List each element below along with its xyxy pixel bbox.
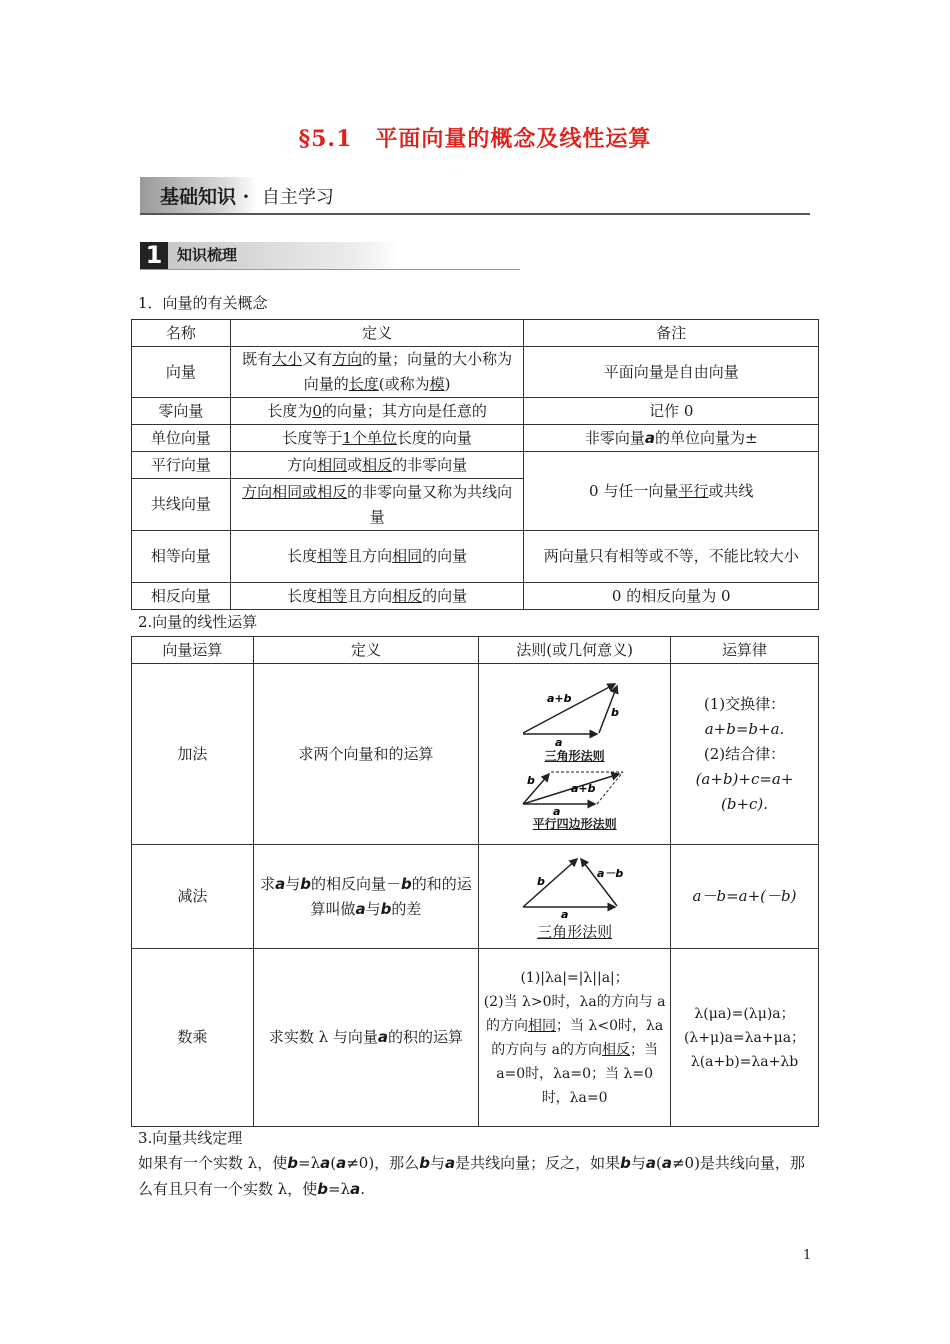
- header-operation: 向量运算: [132, 637, 254, 664]
- row-name: 单位向量: [132, 425, 231, 452]
- header-rule: 法则(或几何意义): [479, 637, 671, 664]
- op-law: λ(μa)=(λμ)a； (λ+μ)a=λa+μa； λ(a+b)=λa+λb: [671, 949, 819, 1127]
- header-definition: 定义: [253, 637, 478, 664]
- subtraction-caption: 三角形法则: [537, 922, 613, 941]
- row-name: 向量: [132, 347, 231, 398]
- row-name: 零向量: [132, 398, 231, 425]
- row-name: 共线向量: [132, 479, 231, 531]
- label-b: b: [610, 706, 619, 719]
- label-a: a: [554, 736, 563, 748]
- table-row: [132, 347, 819, 398]
- collinear-theorem-text: 如果有一个实数 λ，使b=λa(a≠0)，那么b与a是共线向量；反之，如果b与a(a≠0)是共线向量，那么有且只有一个实数 λ，使b=λa.: [138, 1154, 805, 1198]
- table-row: [132, 398, 819, 425]
- table-row: [132, 845, 819, 949]
- part2-heading: 2.向量的线性运算: [138, 613, 258, 631]
- op-name: 加法: [132, 664, 254, 845]
- page-number: 1: [803, 1248, 812, 1263]
- header-note: 备注: [524, 320, 819, 347]
- triangle-rule-caption: 三角形法则: [544, 749, 605, 763]
- row-definition: 既有大小又有方向的量；向量的大小称为向量的长度(或称为模): [230, 347, 524, 398]
- label-b: b: [536, 874, 545, 888]
- triangle-rule-diagram: [515, 676, 635, 748]
- row-name: 相等向量: [132, 531, 231, 583]
- op-definition: 求实数 λ 与向量a的积的运算: [253, 949, 478, 1127]
- table-row: [132, 664, 819, 845]
- row-definition: 长度为0的向量；其方向是任意的: [230, 398, 524, 425]
- page-title: §5.1 平面向量的概念及线性运算: [298, 126, 652, 152]
- row-definition: 长度相等且方向相同的向量: [230, 531, 524, 583]
- row-note: 0 与任一向量平行或共线: [524, 452, 819, 531]
- banner-sep: ·: [242, 186, 250, 208]
- op-rule: (1)|λa|=|λ||a|； (2)当 λ>0时，λa的方向与 a的方向相同；当 λ<0时，λa的方向与 a的方向相反；当 a=0时，λa=0；当 λ=0时，λa=0: [479, 949, 671, 1127]
- header-law: 运算律: [671, 637, 819, 664]
- section-number: 1: [140, 242, 168, 269]
- row-definition: 方向相同或相反的非零向量又称为共线向量: [230, 479, 524, 531]
- row-note: 平面向量是自由向量: [524, 347, 819, 398]
- row-note: 非零向量a的单位向量为±: [524, 425, 819, 452]
- concept-table: [131, 319, 819, 610]
- table-row: [132, 425, 819, 452]
- op-definition: 求a与b的相反向量－b的和的运算叫做a与b的差: [253, 845, 478, 949]
- label-a: a: [552, 805, 561, 816]
- header-name: 名称: [132, 320, 231, 347]
- row-definition: 长度相等且方向相反的向量: [230, 583, 524, 610]
- row-note: 记作 0: [524, 398, 819, 425]
- part1-heading: 1．向量的有关概念: [138, 294, 268, 312]
- op-rule: [479, 845, 671, 949]
- subtraction-diagram: [515, 853, 635, 919]
- row-name: 平行向量: [132, 452, 231, 479]
- op-law: a－b=a+(－b): [671, 845, 819, 949]
- section-banner: [140, 177, 810, 215]
- banner-main: 基础知识: [160, 186, 237, 208]
- label-a-plus-b: a+b: [570, 782, 596, 795]
- op-rule: [479, 664, 671, 845]
- section-header: [140, 242, 520, 270]
- section-label: 知识梳理: [168, 242, 400, 269]
- op-name: 减法: [132, 845, 254, 949]
- table-row: [132, 452, 819, 479]
- parallelogram-rule-diagram: [515, 768, 635, 816]
- label-a-minus-b: a－b: [596, 866, 623, 880]
- op-name: 数乘: [132, 949, 254, 1127]
- table-row: [132, 583, 819, 610]
- table-header-row: [132, 637, 819, 664]
- row-name: 相反向量: [132, 583, 231, 610]
- op-law: (1)交换律： a+b=b+a. (2)结合律： (a+b)+c=a+ (b+c).: [671, 664, 819, 845]
- part3-heading: 3.向量共线定理: [138, 1129, 243, 1147]
- row-note: 两向量只有相等或不等，不能比较大小: [524, 531, 819, 583]
- table-row: [132, 949, 819, 1127]
- banner-text: [160, 182, 334, 209]
- label-b: b: [526, 774, 535, 787]
- parallelogram-rule-caption: 平行四边形法则: [532, 817, 617, 831]
- row-definition: 长度等于1个单位长度的向量: [230, 425, 524, 452]
- table-row: [132, 531, 819, 583]
- table-header-row: [132, 320, 819, 347]
- op-definition: 求两个向量和的运算: [253, 664, 478, 845]
- label-a: a: [560, 907, 569, 919]
- operation-table: [131, 636, 819, 1127]
- row-note: 0 的相反向量为 0: [524, 583, 819, 610]
- label-a-plus-b: a+b: [546, 692, 572, 705]
- header-definition: 定义: [230, 320, 524, 347]
- row-definition: 方向相同或相反的非零向量: [230, 452, 524, 479]
- banner-sub: 自主学习: [261, 187, 334, 208]
